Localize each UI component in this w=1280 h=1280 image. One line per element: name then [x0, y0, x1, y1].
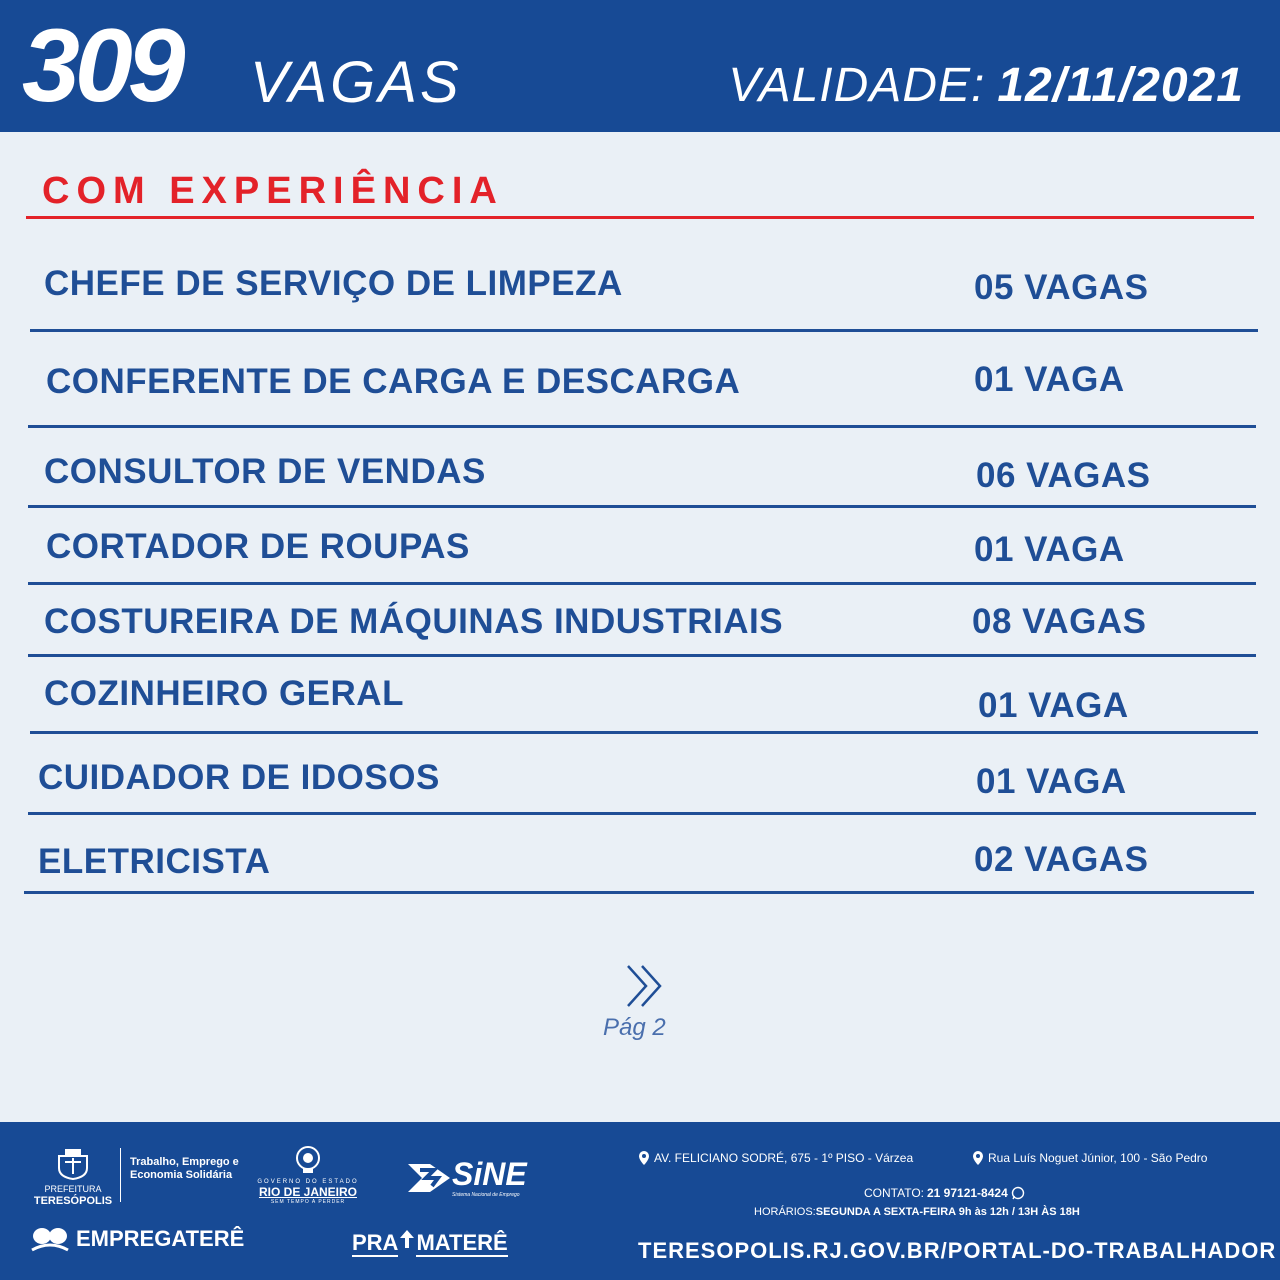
validity [728, 59, 1244, 112]
job-title: CORTADOR DE ROUPAS [46, 527, 470, 566]
job-openings: 01 VAGA [974, 360, 1125, 399]
whatsapp-icon [1011, 1186, 1025, 1200]
vacancy-count: 309 [22, 8, 181, 124]
job-title: CONFERENTE DE CARGA E DESCARGA [46, 362, 741, 401]
coat-of-arms-icon [55, 1148, 91, 1180]
row-divider [30, 329, 1258, 332]
pracamatere-logo [352, 1228, 508, 1256]
map-pin-icon [972, 1150, 984, 1166]
address-2-text: Rua Luís Noguet Júnior, 100 - São Pedro [988, 1151, 1208, 1165]
row-divider [28, 582, 1256, 585]
job-title: CHEFE DE SERVIÇO DE LIMPEZA [44, 264, 623, 303]
row-divider [28, 812, 1256, 815]
validity-label: VALIDADE: [728, 59, 986, 112]
row-divider [30, 731, 1258, 734]
section-divider [26, 216, 1254, 219]
contact-phone[interactable]: 21 97121-8424 [927, 1186, 1008, 1200]
arrow-up-icon [398, 1228, 416, 1250]
map-pin-icon [638, 1150, 650, 1166]
double-chevron-right-icon[interactable] [622, 962, 670, 1010]
row-divider [28, 425, 1256, 428]
portal-url[interactable]: TERESOPOLIS.RJ.GOV.BR/PORTAL-DO-TRABALHADOR [638, 1238, 1277, 1263]
vacancy-count-label: VAGAS [250, 50, 462, 115]
row-divider [28, 654, 1256, 657]
job-openings: 01 VAGA [976, 762, 1127, 801]
validity-date: 12/11/2021 [997, 59, 1244, 112]
job-title: CUIDADOR DE IDOSOS [38, 758, 440, 797]
job-title: COSTUREIRA DE MÁQUINAS INDUSTRIAIS [44, 602, 784, 641]
job-openings: 08 VAGAS [972, 602, 1147, 641]
footer [0, 1122, 1280, 1280]
job-openings: 02 VAGAS [974, 840, 1149, 879]
empregatere-logo [30, 1226, 244, 1252]
empregatere-mark-icon [30, 1226, 70, 1252]
sine-mark-icon [406, 1158, 452, 1198]
row-divider [28, 505, 1256, 508]
gov-label: GOVERNO DO ESTADO [257, 1179, 359, 1185]
job-openings: 01 VAGA [974, 530, 1125, 569]
secretaria-name: Trabalho, Emprego e Economia Solidária [130, 1156, 239, 1182]
sine-logo [406, 1158, 527, 1198]
prefeitura-name: TERESÓPOLIS [33, 1194, 113, 1207]
state-seal-icon [294, 1144, 322, 1174]
job-title: ELETRICISTA [38, 842, 271, 881]
section-title: COM EXPERIÊNCIA [42, 170, 504, 212]
sine-name: SiNE [452, 1156, 527, 1192]
job-openings: 06 VAGAS [976, 456, 1151, 495]
address-2 [972, 1150, 1207, 1166]
row-divider [24, 891, 1254, 894]
job-openings: 01 VAGA [978, 686, 1129, 725]
pracamatere-part-1: PRA [352, 1230, 399, 1255]
hours-label: HORÁRIOS: [754, 1206, 816, 1218]
header-banner [0, 0, 1280, 132]
gov-slogan: SEM TEMPO A PERDER [270, 1199, 346, 1205]
address-1 [638, 1150, 913, 1166]
page-label[interactable]: Pág 2 [603, 1014, 666, 1041]
gov-state: RIO DE JANEIRO [258, 1185, 357, 1199]
job-title: CONSULTOR DE VENDAS [44, 452, 486, 491]
prefeitura-logo [30, 1148, 116, 1207]
hours-value: SEGUNDA A SEXTA-FEIRA 9h às 12h / 13H ÀS 18H [815, 1206, 1080, 1218]
address-1-text: AV. FELICIANO SODRÉ, 675 - 1º PISO - Várzea [654, 1151, 914, 1165]
opening-hours [754, 1206, 1080, 1218]
empregatere-name: EMPREGATERÊ [76, 1226, 245, 1251]
prefeitura-label: PREFEITURA [44, 1184, 102, 1194]
job-title: COZINHEIRO GERAL [44, 674, 404, 713]
sine-subtitle: Sistema Nacional de Emprego [452, 1192, 520, 1198]
pracamatere-part-2: MATERÊ [416, 1230, 508, 1255]
contact-label: CONTATO: [864, 1186, 924, 1200]
job-openings: 05 VAGAS [974, 268, 1149, 307]
logo-divider [120, 1148, 121, 1202]
contact [864, 1186, 1025, 1200]
rj-government-logo [254, 1144, 362, 1205]
